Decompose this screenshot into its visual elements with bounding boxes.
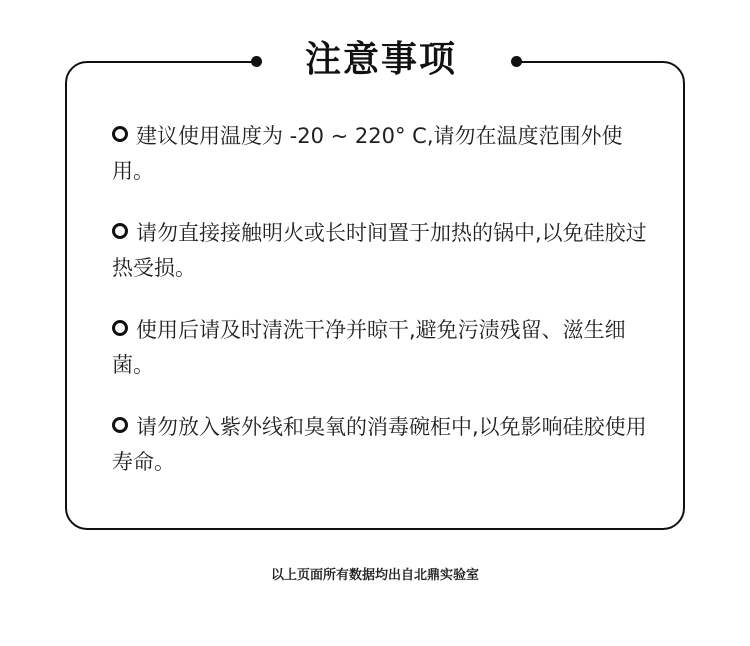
data-source-footer: 以上页面所有数据均出自北鼎实验室: [270, 568, 479, 583]
note-text: 请勿放入紫外线和臭氧的消毒碗柜中,以免影响硅胶使用寿命。: [112, 415, 647, 474]
ring-bullet-icon: [112, 417, 128, 433]
note-text: 建议使用温度为 -20 ~ 220° C,请勿在温度范围外使用。: [112, 124, 623, 183]
note-text: 使用后请及时清洗干净并晾干,避免污渍残留、滋生细菌。: [112, 318, 626, 377]
ring-bullet-icon: [112, 320, 128, 336]
left-dot-ornament: [251, 56, 262, 67]
right-dot-ornament: [511, 56, 522, 67]
note-item: [112, 216, 652, 286]
note-item: [112, 313, 652, 383]
note-text: 请勿直接接触明火或长时间置于加热的锅中,以免硅胶过热受损。: [112, 221, 647, 280]
notice-title: 注意事项: [304, 39, 457, 80]
ring-bullet-icon: [112, 223, 128, 239]
notes-list: [112, 119, 652, 507]
note-item: [112, 119, 652, 189]
ring-bullet-icon: [112, 126, 128, 142]
note-item: [112, 410, 652, 480]
